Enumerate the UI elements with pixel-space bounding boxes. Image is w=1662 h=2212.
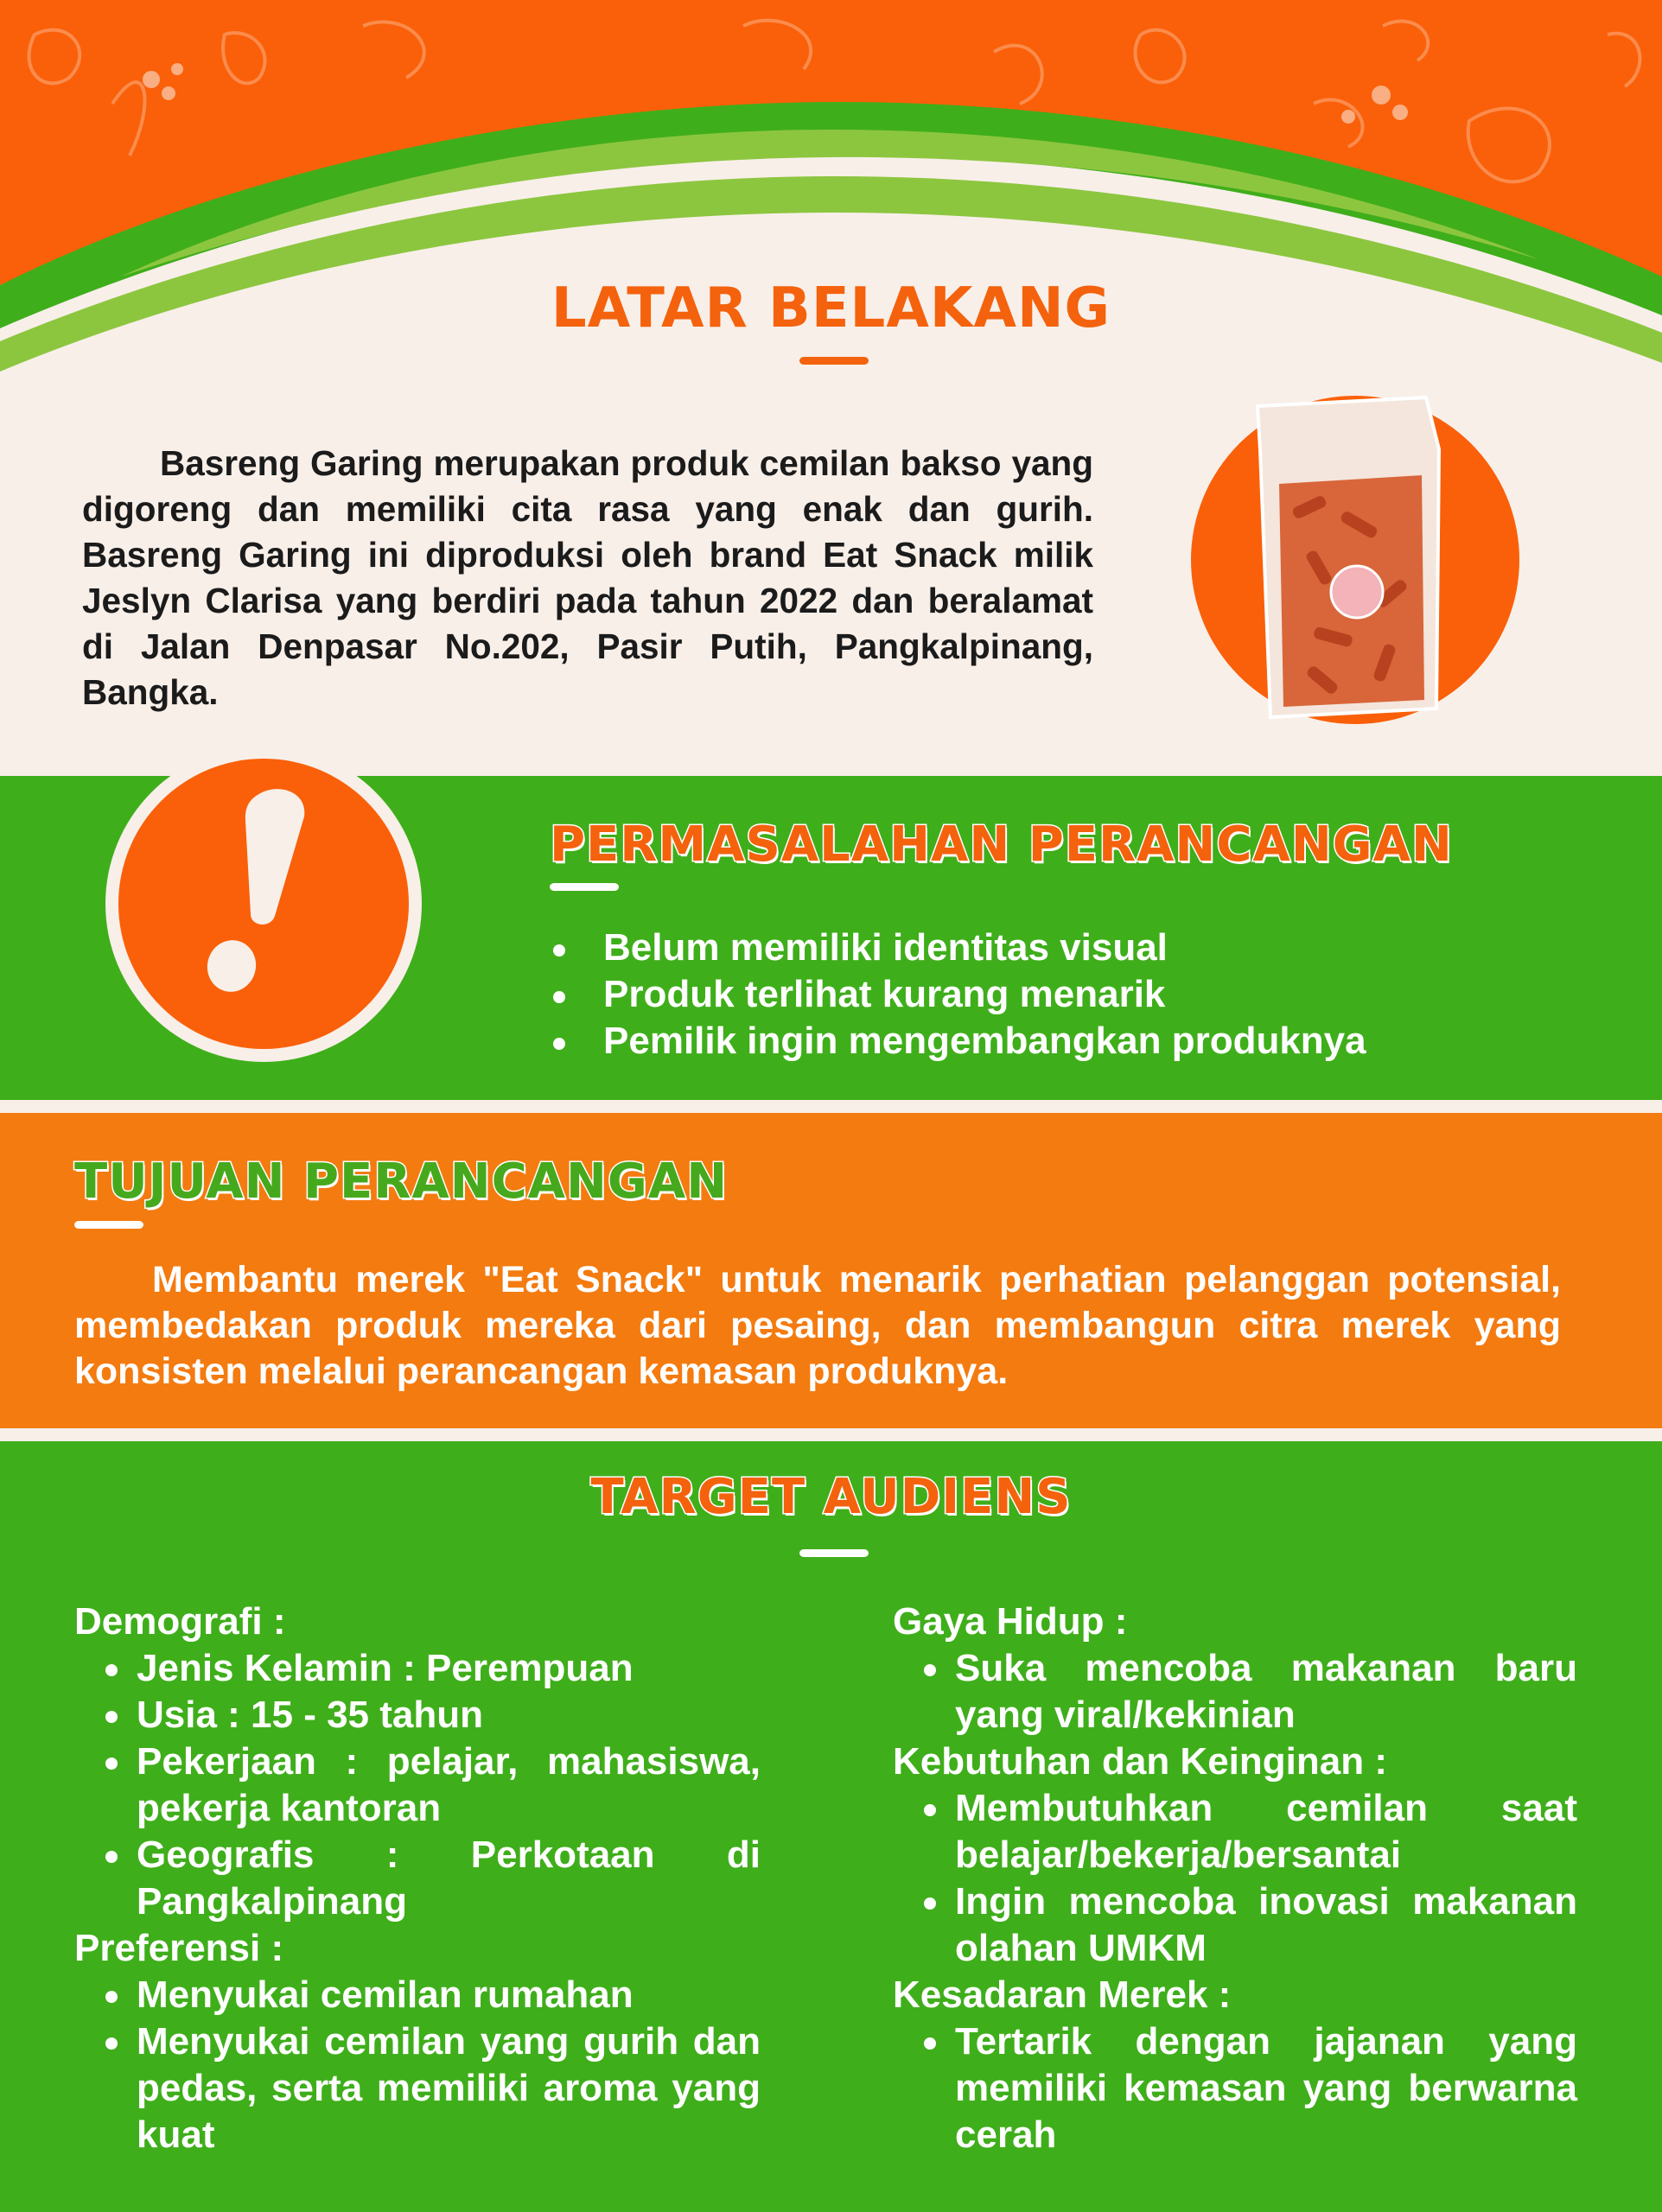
- problem-list: [553, 925, 1366, 1065]
- kesadaran-label: Kesadaran Merek :: [893, 1974, 1232, 2016]
- list-item: Suka mencoba makanan baru yang viral/kekinian: [893, 1645, 1577, 1738]
- list-item: Menyukai cemilan rumahan: [74, 1972, 761, 2018]
- kebutuhan-label: Kebutuhan dan Keinginan :: [893, 1740, 1387, 1783]
- demografi-list: [74, 1645, 761, 1925]
- target-left-column: [74, 1599, 761, 2158]
- tujuan-title-underline: [74, 1221, 143, 1229]
- list-item: Pekerjaan : pelajar, mahasiswa, pekerja kantoran: [74, 1738, 761, 1832]
- gaya-hidup-list: [893, 1645, 1577, 1738]
- preferensi-list: [74, 1972, 761, 2158]
- list-item: Menyukai cemilan yang gurih dan pedas, serta memiliki aroma yang kuat: [74, 2018, 761, 2158]
- list-item: Jenis Kelamin : Perempuan: [74, 1645, 761, 1692]
- snack-pack-photo: [1258, 397, 1439, 717]
- list-item: Pemilik ingin mengembangkan produknya: [553, 1018, 1366, 1065]
- list-item: Geografis : Perkotaan di Pangkalpinang: [74, 1832, 761, 1925]
- list-item: Produk terlihat kurang menarik: [553, 971, 1366, 1018]
- list-item: Ingin mencoba inovasi makanan olahan UMKM: [893, 1878, 1577, 1972]
- kesadaran-list: [893, 2018, 1577, 2158]
- list-item: Membutuhkan cemilan saat belajar/bekerja/bersantai: [893, 1785, 1577, 1878]
- preferensi-label: Preferensi :: [74, 1927, 284, 1969]
- gaya-hidup-label: Gaya Hidup :: [893, 1600, 1128, 1643]
- latar-title: LATAR BELAKANG: [551, 276, 1111, 340]
- list-item: Belum memiliki identitas visual: [553, 925, 1366, 971]
- list-item: Usia : 15 - 35 tahun: [74, 1692, 761, 1738]
- tujuan-title: TUJUAN PERANCANGAN: [74, 1154, 729, 1210]
- target-title: TARGET AUDIENS: [590, 1469, 1072, 1525]
- target-right-column: [893, 1599, 1577, 2158]
- demografi-label: Demografi :: [74, 1600, 286, 1643]
- target-title-underline: [799, 1549, 869, 1557]
- problem-title-underline: [550, 883, 619, 891]
- latar-paragraph: Basreng Garing merupakan produk cemilan bakso yang digoreng dan memiliki cita rasa yang enak dan gurih. Basreng Garing ini diproduksi oleh brand Eat Snack milik Jeslyn Clarisa yang berdiri pada tahun 2022 dan beralamat di Jalan Denpasar No.202, Pasir Putih, Pangkalpinang, Bangka.: [82, 443, 1093, 712]
- tujuan-paragraph: Membantu merek "Eat Snack" untuk menarik perhatian pelanggan potensial, membedakan produk mereka dari pesaing, dan membangun citra merek yang konsisten melalui perancangan kemasan produknya.: [74, 1259, 1561, 1392]
- list-item: Tertarik dengan jajanan yang memiliki kemasan yang berwarna cerah: [893, 2018, 1577, 2158]
- problem-title: PERMASALAHAN PERANCANGAN: [550, 817, 1453, 873]
- latar-title-underline: [799, 357, 869, 365]
- kebutuhan-list: [893, 1785, 1577, 1972]
